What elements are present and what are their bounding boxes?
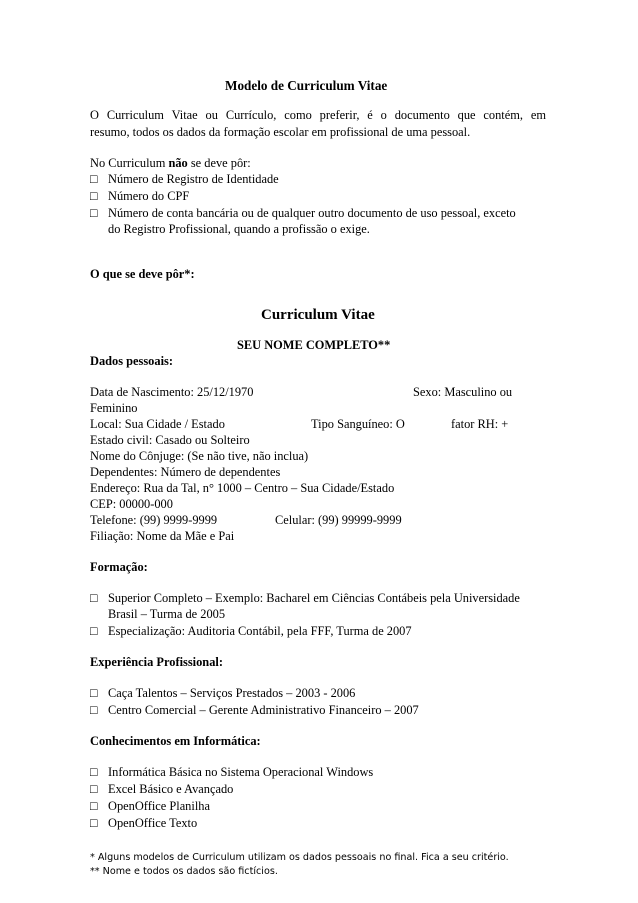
address-field: Endereço: Rua da Tal, n° 1000 – Centro – Sua Cidade/Estado (90, 481, 395, 495)
dont-bold: não (168, 156, 188, 170)
checkbox-icon: □ (90, 816, 98, 830)
checkbox-icon: □ (90, 206, 98, 220)
list-item-continuation: do Registro Profissional, quando a profissão o exige. (108, 222, 370, 236)
dont-prefix: No Curriculum (90, 156, 169, 170)
list-item (90, 798, 210, 814)
it-knowledge-heading: Conhecimentos em Informática: (90, 734, 261, 748)
list-item (90, 188, 189, 204)
cep-field: CEP: 00000-000 (90, 497, 173, 511)
checkbox-icon: □ (90, 782, 98, 796)
checkbox-icon: □ (90, 189, 98, 203)
list-item (90, 781, 233, 797)
dont-suffix: se deve pôr: (187, 156, 251, 170)
phone-field: Telefone: (99) 9999-9999 (90, 513, 218, 527)
spouse-field: Nome do Cônjuge: (Se não tive, não inclua) (90, 449, 309, 463)
checkbox-icon: □ (90, 765, 98, 779)
cv-name: SEU NOME COMPLETO** (237, 338, 391, 352)
filiation-field: Filiação: Nome da Mãe e Pai (90, 529, 235, 543)
sex-field: Sexo: Masculino ou (413, 385, 513, 399)
list-item (90, 702, 419, 718)
cv-title: Curriculum Vitae (261, 307, 375, 323)
list-item (90, 815, 197, 831)
list-item-label: Número de conta bancária ou de qualquer outro documento de uso pessoal, exceto (108, 206, 516, 220)
dependents-field: Dependentes: Número de dependentes (90, 465, 281, 479)
footnote-1: * Alguns modelos de Curriculum utilizam os dados pessoais no final. Fica a seu critério. (90, 852, 509, 863)
list-item-continuation: Brasil – Turma de 2005 (108, 607, 226, 621)
intro-line-2: resumo, todos os dados da formação escolar em profissional de uma pessoal. (90, 125, 471, 139)
dont-include-heading (90, 155, 251, 171)
list-item-label: Número de Registro de Identidade (108, 172, 279, 186)
sex-field-continuation: Feminino (90, 401, 138, 415)
list-item-label: Superior Completo – Exemplo: Bacharel em Ciências Contábeis pela Universidade (108, 591, 520, 605)
should-include-heading: O que se deve pôr*: (90, 267, 195, 281)
checkbox-icon: □ (90, 686, 98, 700)
checkbox-icon: □ (90, 799, 98, 813)
local-field: Local: Sua Cidade / Estado (90, 417, 225, 431)
list-item-label: OpenOffice Texto (108, 816, 198, 830)
checkbox-icon: □ (90, 624, 98, 638)
list-item (90, 590, 520, 606)
birth-date: Data de Nascimento: 25/12/1970 (90, 385, 254, 399)
rh-factor-field: fator RH: + (451, 417, 509, 431)
intro-line-1: O Curriculum Vitae ou Currículo, como preferir, é o documento que contém, em (90, 108, 546, 122)
education-heading: Formação: (90, 560, 148, 574)
list-item-label: Excel Básico e Avançado (108, 782, 234, 796)
list-item-label: Informática Básica no Sistema Operacional Windows (108, 765, 374, 779)
experience-heading: Experiência Profissional: (90, 655, 223, 669)
list-item-label: Número do CPF (108, 189, 190, 203)
list-item (90, 685, 355, 701)
list-item (90, 623, 412, 639)
civil-status-field: Estado civil: Casado ou Solteiro (90, 433, 250, 447)
list-item (90, 205, 516, 221)
list-item-label: Caça Talentos – Serviços Prestados – 2003 - 2006 (108, 686, 356, 700)
footnote-2: ** Nome e todos os dados são fictícios. (90, 866, 278, 877)
list-item-label: Centro Comercial – Gerente Administrativo Financeiro – 2007 (108, 703, 419, 717)
checkbox-icon: □ (90, 703, 98, 717)
document-title: Modelo de Curriculum Vitae (225, 78, 388, 93)
personal-data-heading: Dados pessoais: (90, 354, 173, 368)
list-item (90, 764, 373, 780)
checkbox-icon: □ (90, 591, 98, 605)
checkbox-icon: □ (90, 172, 98, 186)
list-item-label: OpenOffice Planilha (108, 799, 210, 813)
blood-type-field: Tipo Sanguíneo: O (311, 417, 405, 431)
list-item (90, 171, 279, 187)
list-item-label: Especialização: Auditoria Contábil, pela FFF, Turma de 2007 (108, 624, 412, 638)
cell-field: Celular: (99) 99999-9999 (275, 513, 402, 527)
